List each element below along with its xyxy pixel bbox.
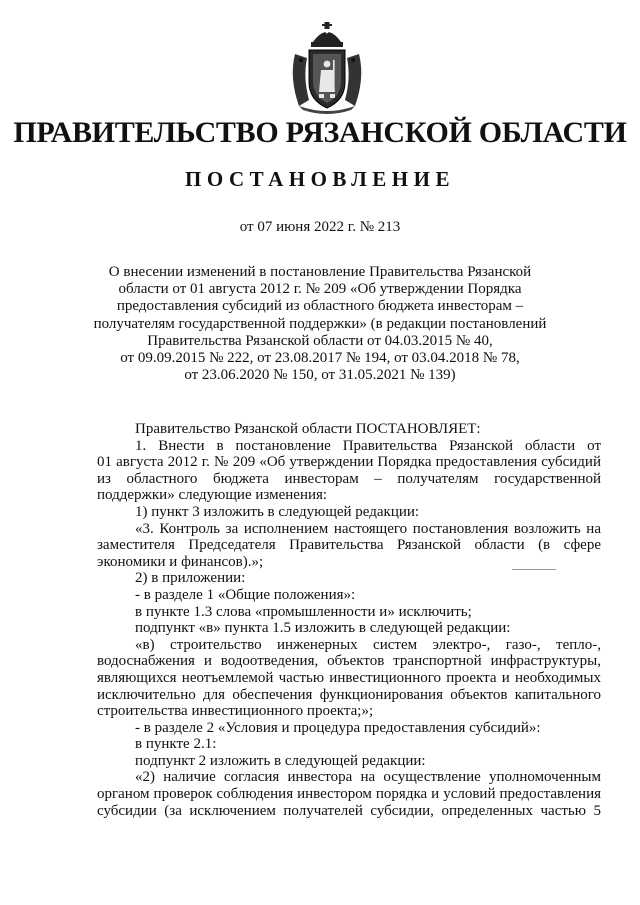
subject-line: от 09.09.2015 № 222, от 23.08.2017 № 194, от 03.04.2018 № 78,	[120, 350, 520, 367]
body-paragraph: подпункт «в» пункта 1.5 изложить в следующей редакции:	[135, 620, 511, 637]
body-paragraph: в пункте 1.3 слова «промышленности и» исключить;	[135, 603, 472, 620]
document-type-title: ПОСТАНОВЛЕНИЕ	[185, 167, 455, 191]
body-paragraph: - в разделе 1 «Общие положения»:	[135, 586, 356, 603]
body-line: 1. Внести в постановление Правительства Рязанской области от	[135, 437, 601, 454]
subject-line: Правительства Рязанской области от 04.03.2015 № 40,	[147, 332, 493, 349]
coat-of-arms-icon	[281, 20, 373, 116]
body-line: являющихся неотъемлемой частью инвестиционного проекта и необходимых	[97, 669, 601, 686]
body-paragraph: 2) в приложении:	[135, 570, 246, 587]
body-paragraph: подпункт 2 изложить в следующей редакции:	[135, 752, 426, 769]
body-line: заместителя Председателя Правительства Рязанской области (в сфере	[97, 537, 601, 554]
subject-line: получателям государственной поддержки» (в редакции постановлений	[93, 315, 547, 332]
document-subject	[60, 264, 580, 384]
body-line: «3. Контроль за исполнением настоящего постановления возложить на	[135, 520, 601, 537]
body-line: поддержки» следующие изменения:	[97, 487, 328, 504]
body-line: органом проверок соблюдения инвестором порядка и условий предоставления	[97, 786, 601, 803]
body-paragraph: в пункте 2.1:	[135, 736, 217, 753]
subject-line: от 23.06.2020 № 150, от 31.05.2021 № 139)	[184, 367, 456, 384]
body-paragraph: Правительство Рязанской области ПОСТАНОВЛЯЕТ:	[135, 421, 481, 437]
body-line: из областного бюджета инвесторам – получателям государственной	[97, 470, 601, 487]
body-paragraph	[97, 521, 601, 571]
body-paragraph	[97, 438, 601, 504]
body-line: субсидии (за исключением получателей субсидии, определенных частью 5	[97, 802, 601, 819]
document-body	[97, 421, 601, 819]
subject-line: предоставления субсидий из областного бюджета инвесторам –	[116, 298, 524, 315]
subject-line: О внесении изменений в постановление Правительства Рязанской	[108, 264, 532, 280]
body-line: строительства инвестиционного проекта;»;	[97, 703, 374, 720]
government-title: ПРАВИТЕЛЬСТВО РЯЗАНСКОЙ ОБЛАСТИ	[13, 116, 627, 149]
body-paragraph	[97, 769, 601, 819]
body-paragraph: 1) пункт 3 изложить в следующей редакции:	[135, 503, 420, 520]
body-line: 01 августа 2012 г. № 209 «Об утверждении Порядка предоставления субсидий	[97, 454, 601, 471]
body-paragraph: - в разделе 2 «Условия и процедура предоставления субсидий»:	[135, 719, 541, 736]
body-paragraph	[97, 637, 601, 720]
subject-line: области от 01 августа 2012 г. № 209 «Об утверждении Порядка	[118, 281, 522, 298]
body-line: исключительно для обеспечения функционирования объектов капитального	[97, 686, 601, 703]
body-line: «в) строительство инженерных систем электро-, газо-, тепло-,	[135, 636, 601, 653]
scan-mark	[512, 569, 556, 570]
body-line: экономики и финансов).»;	[97, 553, 264, 570]
document-date-number: от 07 июня 2022 г. № 213	[239, 219, 401, 235]
body-line: «2) наличие согласия инвестора на осуществление уполномоченным	[135, 769, 601, 786]
body-line: водоснабжения и водоотведения, объектов транспортной инфраструктуры,	[97, 653, 601, 670]
